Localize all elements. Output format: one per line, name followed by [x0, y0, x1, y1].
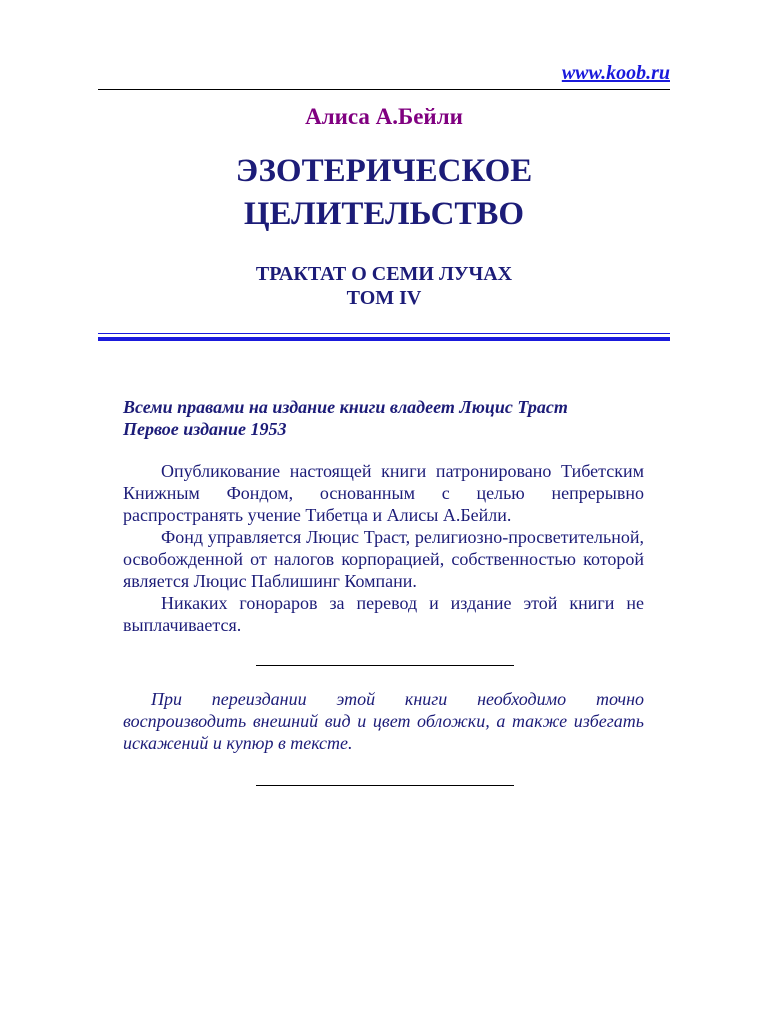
- publication-info: [123, 460, 644, 636]
- rights-statement: [123, 396, 644, 440]
- subtitle-line-1: ТРАКТАТ О СЕМИ ЛУЧАХ: [255, 263, 513, 285]
- paragraph-3: Никаких гонораров за перевод и издание этой книги не выплачивается.: [123, 593, 644, 635]
- rights-line-2: Первое издание 1953: [123, 419, 287, 439]
- book-subtitle: [0, 262, 768, 310]
- separator-line-bottom: [256, 785, 514, 786]
- separator-line: [256, 665, 514, 666]
- site-link[interactable]: www.koob.ru: [561, 62, 670, 84]
- paragraph-2: Фонд управляется Люцис Траст, религиозно-просветительной, освобожденной от налогов корпорацией, собственностью которой является Люцис Паблишинг Компани.: [123, 527, 644, 591]
- author-name: Алиса А.Бейли: [305, 104, 463, 129]
- rights-line-1: Всеми правами на издание книги владеет Люцис Траст: [123, 397, 568, 417]
- reprint-notice: При переиздании этой книги необходимо точно воспроизводить внешний вид и цвет обложки, а также избегать искажений и купюр в тексте.: [123, 689, 644, 753]
- book-title: [0, 150, 768, 236]
- title-line-1: ЭЗОТЕРИЧЕСКОЕ: [235, 153, 533, 189]
- title-rule-thick: [98, 337, 670, 341]
- header-rule: [98, 89, 670, 90]
- subtitle-line-2: ТОМ IV: [346, 287, 422, 309]
- title-rule-thin: [98, 333, 670, 334]
- title-line-2: ЦЕЛИТЕЛЬСТВО: [243, 196, 525, 232]
- paragraph-1: Опубликование настоящей книги патронировано Тибетским Книжным Фондом, основанным с целью непрерывно распространять учение Тибетца и Алисы А.Бейли.: [123, 461, 644, 525]
